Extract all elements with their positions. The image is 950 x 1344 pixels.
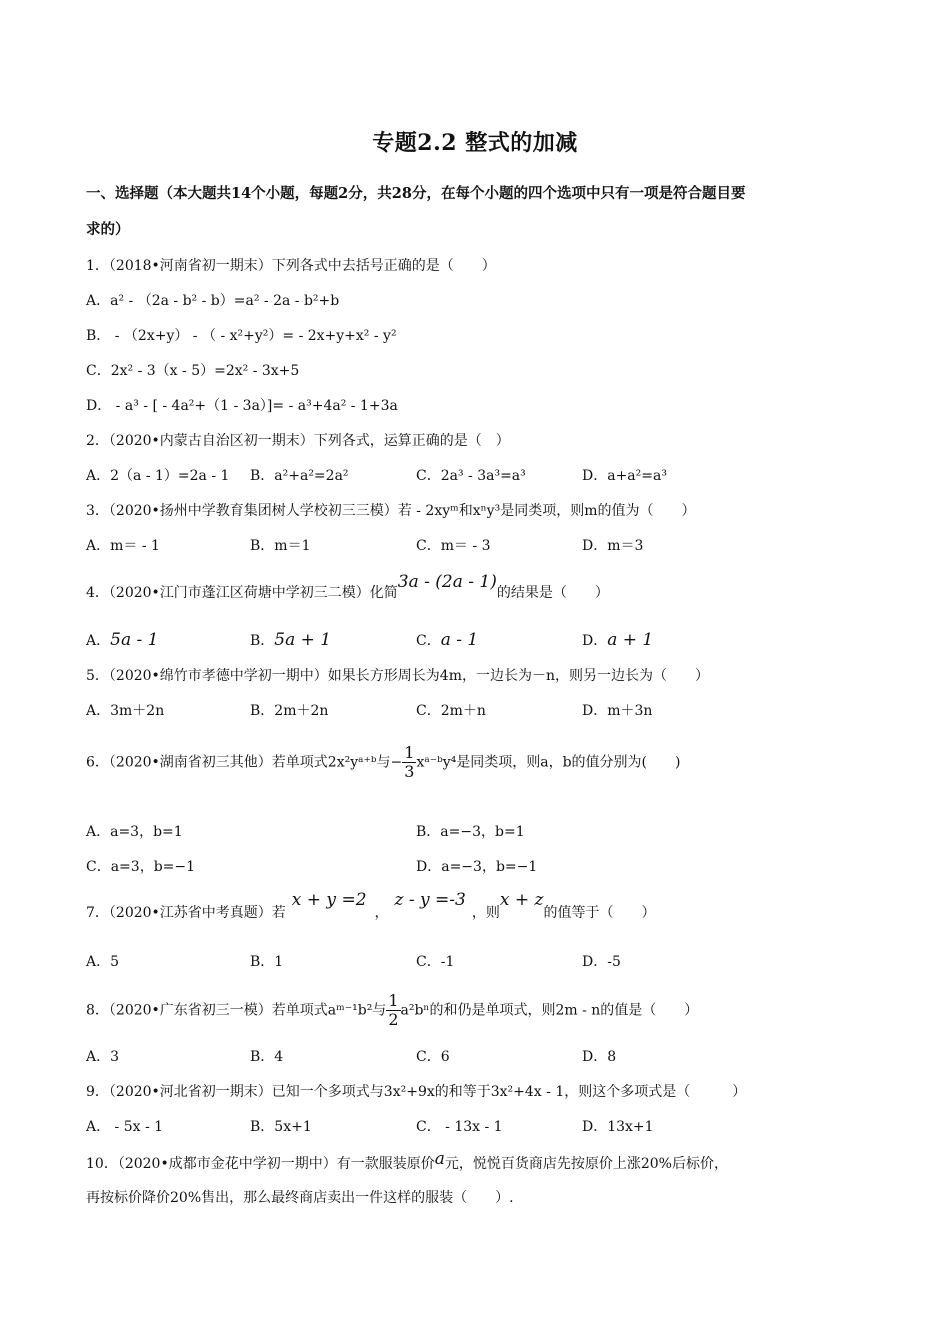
question-6-option-d: D．a=−3，b=−1	[416, 859, 538, 875]
question-7-stem-suffix: 的值等于（ ）	[543, 905, 656, 921]
question-4-option-b	[250, 630, 331, 651]
question-7-expression-2: z - y =-3	[394, 890, 466, 910]
option-label: C．	[416, 633, 441, 649]
option-expression: a - 1	[440, 630, 479, 650]
question-8-stem-suffix: a²bⁿ的和仍是单项式，则2m - n的值是（ ）	[400, 1002, 699, 1019]
question-6-fraction	[402, 744, 416, 781]
option-label: B．	[250, 633, 275, 649]
question-3-option-d: D．m＝3	[582, 538, 644, 554]
question-7-option-a: A．5	[86, 954, 120, 970]
question-7-option-b: B．1	[250, 954, 284, 970]
question-5-option-c: C．2m＋n	[416, 703, 486, 719]
question-8-option-c: C．6	[416, 1049, 450, 1065]
question-4-option-d	[582, 630, 653, 651]
question-3-option-b: B．m＝1	[250, 538, 311, 554]
option-label: D．	[582, 633, 608, 649]
question-8-stem	[86, 992, 698, 1029]
question-10-stem-suffix: 元，悦悦百货商店先按原价上涨20%后标价，	[444, 1156, 728, 1172]
option-expression: 5a - 1	[110, 630, 159, 650]
question-2-option-c: C．2a³ - 3a³=a³	[416, 468, 526, 484]
question-9-stem: 9．（2020•河北省初一期末）已知一个多项式与3x²+9x的和等于3x²+4x - 1，则这个多项式是（ ）	[86, 1084, 747, 1100]
question-7-separator: ，	[374, 905, 389, 921]
question-7-then: ，则	[471, 905, 500, 921]
question-1-option-c: C．2x² - 3（x - 5）=2x² - 3x+5	[86, 363, 300, 379]
question-4-option-a	[86, 630, 158, 651]
question-5-option-b: B．2m＋2n	[250, 703, 329, 719]
question-6-option-b: B．a=−3，b=1	[416, 824, 525, 840]
question-10-variable: a	[434, 1149, 445, 1169]
question-3-option-c: C．m＝ - 3	[416, 538, 491, 554]
question-4-stem	[86, 572, 609, 603]
question-1-option-d: D． - a³ - [ - 4a²+（1 - 3a）]= - a³+4a² - 1+3a	[86, 398, 398, 414]
question-7-option-c: C．-1	[416, 954, 455, 970]
question-9-option-b: B．5x+1	[250, 1119, 312, 1135]
question-7-expression-3: x + z	[499, 890, 544, 910]
question-8-fraction	[386, 992, 400, 1029]
option-expression: a + 1	[607, 630, 654, 650]
question-5-stem: 5．（2020•绵竹市孝德中学初一期中）如果长方形周长为4m，一边长为－n，则另一边长为（ ）	[86, 668, 709, 684]
question-1-option-b: B． - （2x+y） - （ - x²+y²）= - 2x+y+x² - y²	[86, 328, 397, 344]
question-6-stem	[86, 744, 680, 781]
question-4-expression: 3a - (2a - 1)	[397, 572, 497, 592]
question-9-option-a: A． - 5x - 1	[86, 1119, 164, 1135]
question-6-option-a: A．a=3，b=1	[86, 824, 183, 840]
section-heading-line2: 求的）	[86, 221, 130, 238]
page-title: 专题2.2 整式的加减	[372, 130, 578, 156]
question-7-expression-1: x + y =2	[291, 890, 367, 910]
question-2-option-d: D．a+a²=a³	[582, 468, 667, 484]
question-9-option-c: C． - 13x - 1	[416, 1119, 503, 1135]
question-1-option-a: A．a² - （2a - b² - b）=a² - 2a - b²+b	[86, 293, 340, 309]
question-8-stem-prefix: 8．（2020•广东省初三一模）若单项式aᵐ⁻¹b²与	[86, 1002, 387, 1019]
fraction-denominator: 2	[388, 1010, 399, 1029]
option-label: A．	[86, 633, 111, 649]
question-2-option-b: B．a²+a²=2a²	[250, 468, 349, 484]
question-4-option-c	[416, 630, 478, 651]
question-5-option-d: D．m＋3n	[582, 703, 653, 719]
question-8-option-d: D．8	[582, 1049, 617, 1065]
question-4-stem-prefix: 4．（2020•江门市蓬江区荷塘中学初三二模）化简	[86, 585, 398, 601]
question-8-option-b: B．4	[250, 1049, 284, 1065]
fraction-denominator: 3	[404, 762, 415, 781]
question-6-stem-prefix: 6．（2020•湖南省初三其他）若单项式2x²yᵃ⁺ᵇ与−	[86, 754, 403, 771]
question-6-stem-suffix: xᵃ⁻ᵇy⁴是同类项，则a，b的值分别为( )	[416, 754, 681, 771]
question-4-stem-suffix: 的结果是（ ）	[496, 585, 609, 601]
question-8-option-a: A．3	[86, 1049, 120, 1065]
question-9-option-d: D．13x+1	[582, 1119, 654, 1135]
fraction-numerator: 1	[404, 743, 415, 762]
question-1-stem: 1．（2018•河南省初一期末）下列各式中去括号正确的是（ ）	[86, 258, 496, 274]
fraction-numerator: 1	[388, 991, 399, 1010]
question-2-option-a: A．2（a - 1）=2a - 1	[86, 468, 230, 484]
question-2-stem: 2．（2020•内蒙古自治区初一期末）下列各式，运算正确的是（ ）	[86, 433, 510, 449]
question-10-stem-prefix: 10．（2020•成都市金花中学初一期中）有一款服装原价	[86, 1156, 435, 1172]
question-7-option-d: D．-5	[582, 954, 621, 970]
question-7-stem	[86, 890, 656, 923]
question-6-option-c: C．a=3，b=−1	[86, 859, 196, 875]
section-heading-line1: 一、选择题（本大题共14个小题，每题2分，共28分，在每个小题的四个选项中只有一项是符合题目要	[86, 185, 746, 202]
question-5-option-a: A．3m＋2n	[86, 703, 165, 719]
option-expression: 5a + 1	[274, 630, 332, 650]
question-7-stem-prefix: 7．（2020•江苏省中考真题）若	[86, 905, 286, 921]
question-10-stem-line2: 再按标价降价20%售出，那么最终商店卖出一件这样的服装（ ）.	[86, 1190, 514, 1206]
question-10-stem-line1	[86, 1149, 728, 1174]
question-3-option-a: A．m＝ - 1	[86, 538, 160, 554]
question-3-stem: 3．（2020•扬州中学教育集团树人学校初三三模）若 - 2xyᵐ和xⁿy³是同类项，则m的值为（ ）	[86, 503, 696, 519]
